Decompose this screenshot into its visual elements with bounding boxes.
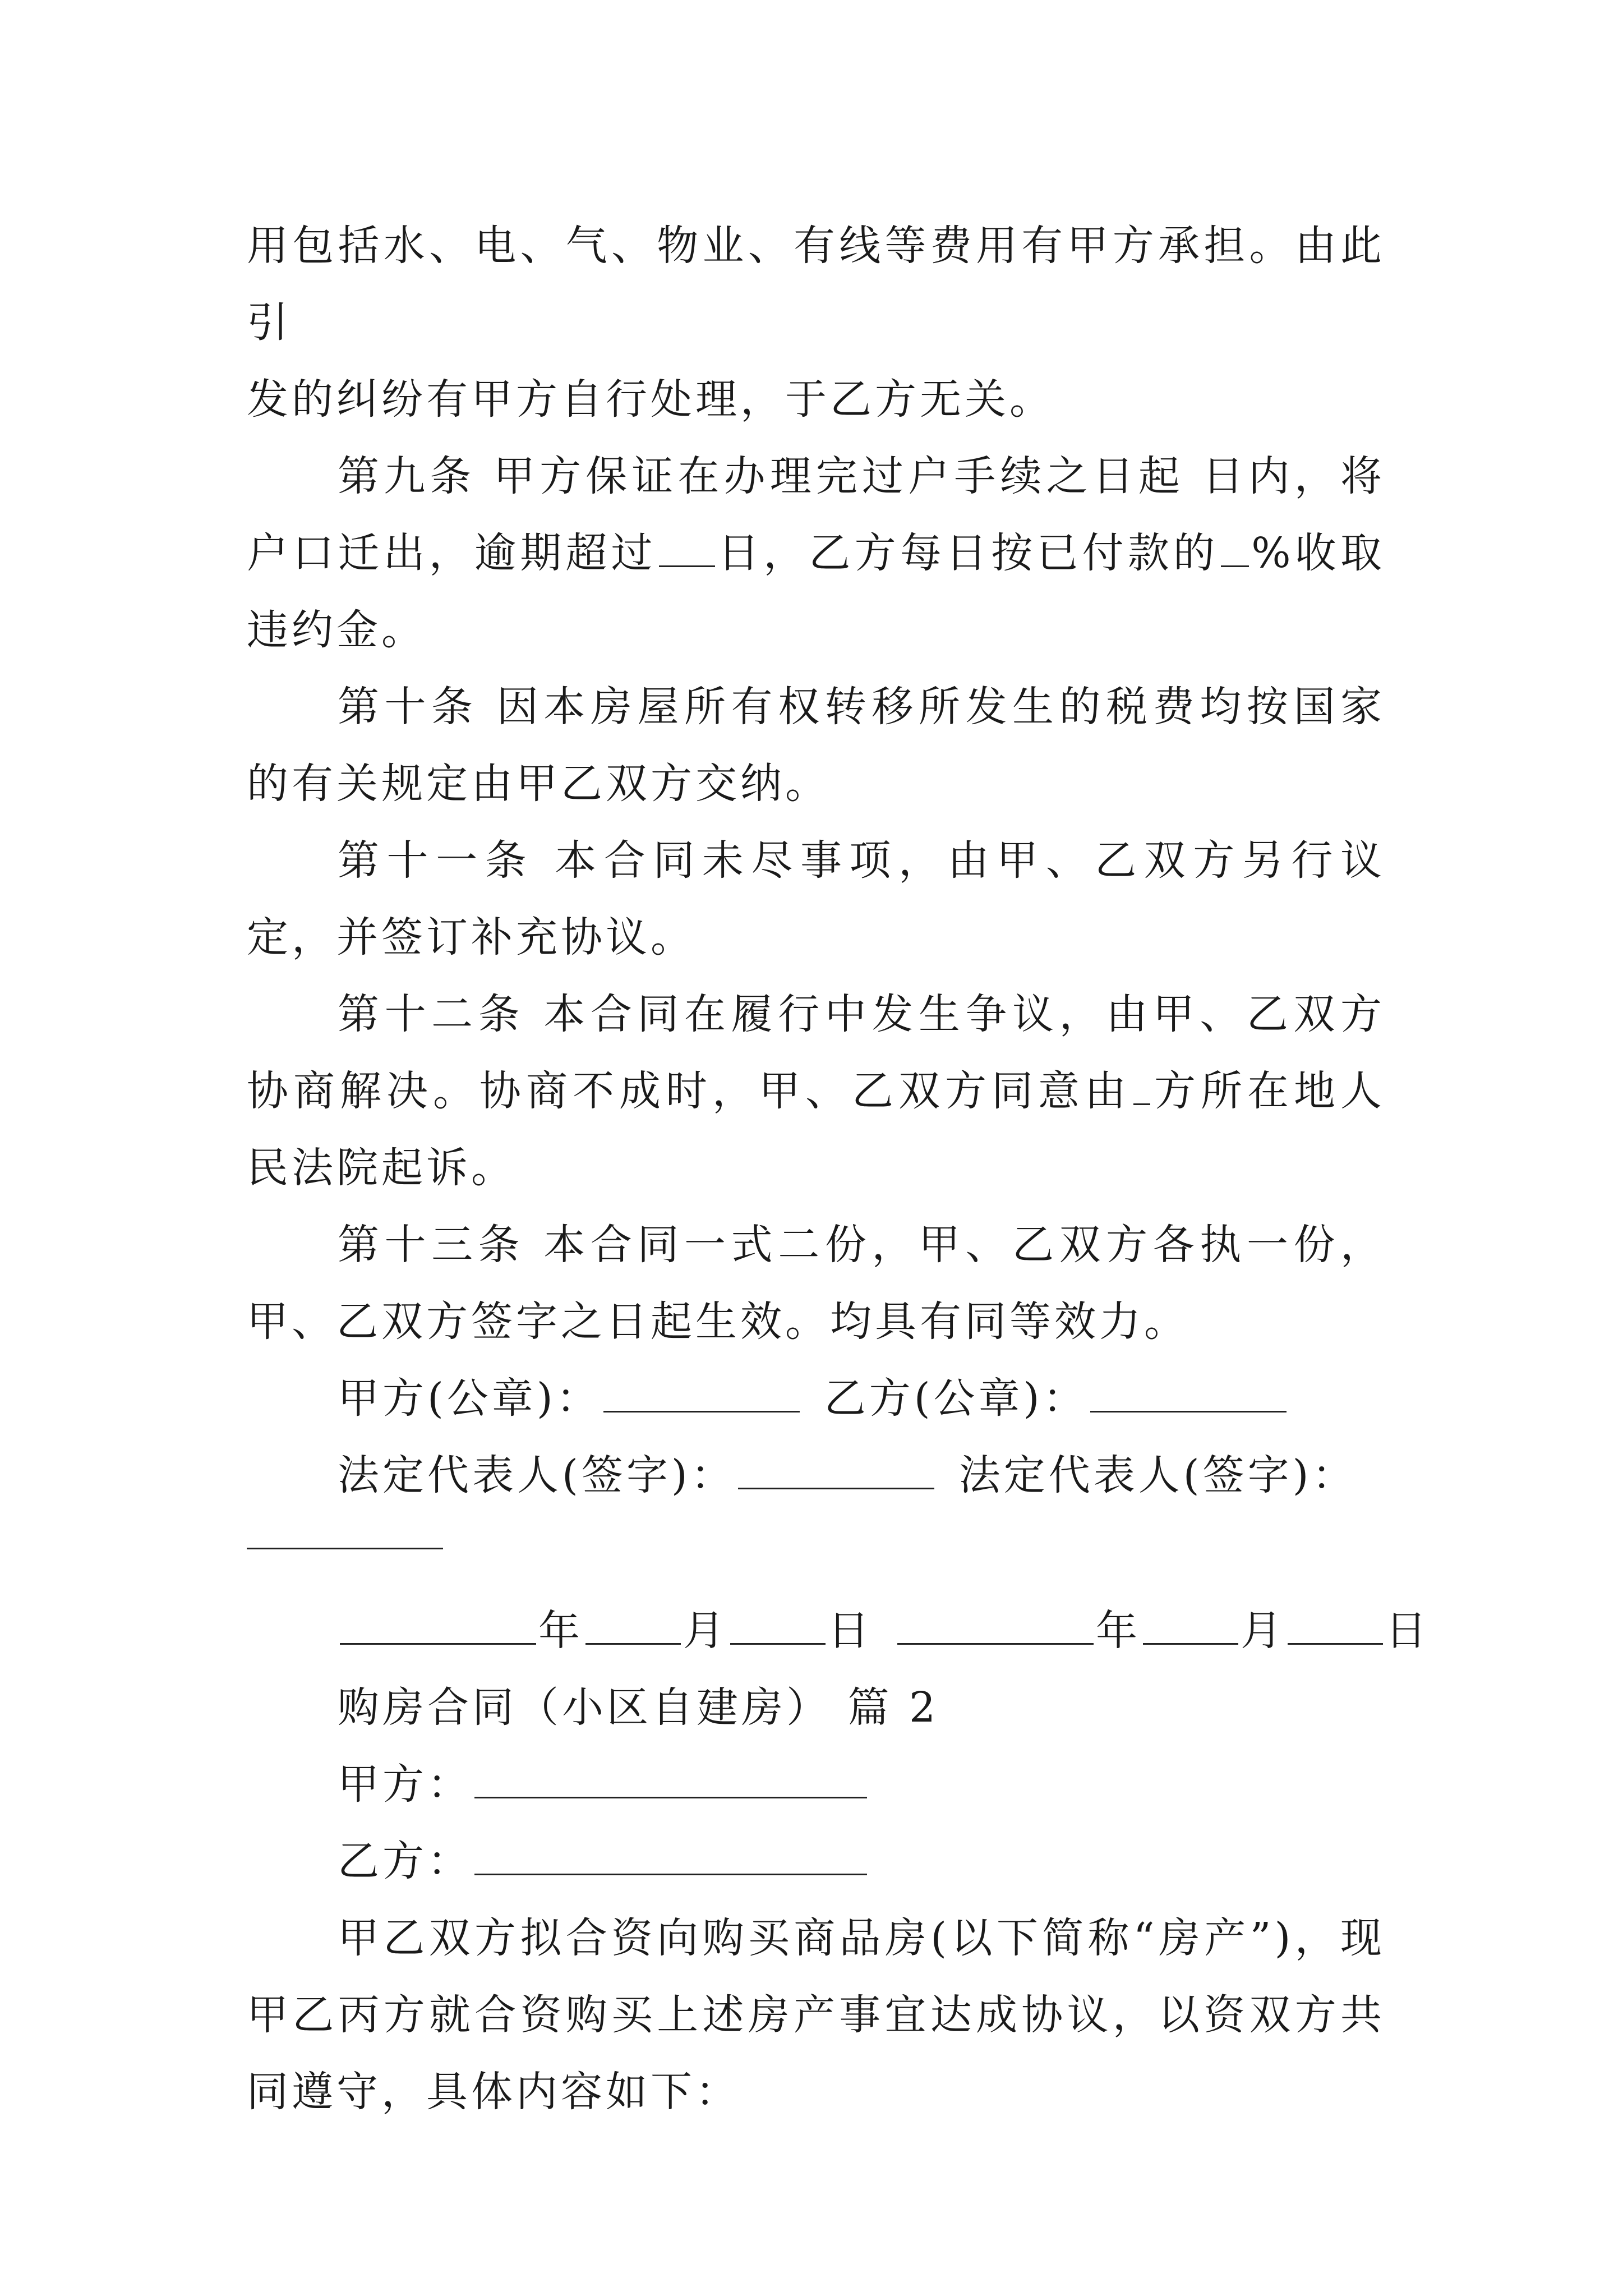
clause-9-text-d: %收取违约 bbox=[247, 529, 1385, 654]
clause-10: 第十条 因本房屋所有权转移所发生的税费均按国家的有关规定由甲乙双方交纳。 bbox=[247, 683, 1385, 808]
date-b-month-blank bbox=[1143, 1632, 1238, 1645]
date-b-year-blank bbox=[897, 1632, 1094, 1645]
date-a-month: 月 bbox=[683, 1607, 728, 1655]
date-a-year-blank bbox=[340, 1632, 536, 1645]
paragraph-fees-line-1: 用包括水、电、气、物业、有线等费用有甲方承担。由此引 bbox=[247, 222, 1385, 347]
clause-12-text-a: 第十二条 本合同在履行中发生争议，由甲、乙双方协商解决。协商不成时，甲、乙双方同意由 bbox=[247, 990, 1385, 1115]
rep-b-label: 法定代表人(签字)： bbox=[958, 1451, 1357, 1499]
agreement-intro: 甲乙双方拟合资向购买商品房(以下简称“房产”)，现甲乙丙方就合资购买上述房产事宜达成协议，以资双方共同遵守，具体内容如下： bbox=[247, 1914, 1385, 2116]
seal-line bbox=[247, 1360, 1385, 1437]
paragraph-fees-line-2: 发的纠纷有甲方自行处理，于乙方无关。 bbox=[247, 375, 1054, 424]
date-a-year: 年 bbox=[538, 1607, 583, 1655]
clause-12 bbox=[247, 976, 1385, 1207]
clause-9 bbox=[247, 438, 1385, 669]
party-b-label: 乙方： bbox=[338, 1837, 472, 1885]
party-b-blank bbox=[474, 1862, 867, 1875]
party-a-label: 甲方： bbox=[338, 1760, 472, 1809]
date-b-day: 日 bbox=[1385, 1607, 1430, 1655]
clause-9-text-c: 日，乙方每日按已付款的 bbox=[717, 529, 1219, 577]
section-heading: 购房合同（小区自建房） 篇 2 bbox=[338, 1683, 939, 1732]
party-a-blank bbox=[474, 1786, 867, 1798]
rep-a-label: 法定代表人(签字)： bbox=[338, 1451, 736, 1499]
date-a-month-blank bbox=[585, 1632, 681, 1645]
representative-line bbox=[247, 1437, 1385, 1514]
blank-days bbox=[659, 554, 715, 567]
date-b-year: 年 bbox=[1096, 1607, 1141, 1655]
party-a-line bbox=[247, 1746, 1385, 1823]
clause-12-text-b: 方所在地人民法院起诉。 bbox=[247, 1067, 1385, 1192]
party-b-seal-blank bbox=[1090, 1400, 1287, 1412]
clause-11: 第十一条 本合同未尽事项，由甲、乙双方另行议定，并签订补充协议。 bbox=[247, 836, 1385, 961]
clause-13: 第十三条 本合同一式二份，甲、乙双方各执一份，甲、乙双方签字之日起生效。均具有同等效力。 bbox=[247, 1221, 1385, 1346]
date-b-month: 月 bbox=[1241, 1607, 1285, 1655]
party-a-seal-blank bbox=[603, 1400, 800, 1412]
date-line bbox=[247, 1593, 1430, 1669]
date-b-day-blank bbox=[1288, 1632, 1383, 1645]
clause-9-text-a: 第九条 甲方保证在办理完过户手续之日起 日内，将户 bbox=[247, 452, 1385, 577]
blank-court-party bbox=[1133, 1092, 1150, 1105]
date-a-day-blank bbox=[730, 1632, 826, 1645]
date-a-day: 日 bbox=[828, 1607, 873, 1655]
blank-percent bbox=[1221, 554, 1249, 567]
party-a-seal-label: 甲方(公章)： bbox=[338, 1374, 601, 1423]
rep-b-blank bbox=[247, 1514, 443, 1549]
party-b-seal-label: 乙方(公章)： bbox=[824, 1374, 1088, 1423]
paragraph-fees bbox=[247, 208, 1385, 438]
document-body bbox=[247, 208, 1430, 2131]
rep-a-blank bbox=[738, 1476, 934, 1489]
clause-9-text-e: 金。 bbox=[336, 606, 426, 654]
clause-9-text-b: 口迁出，逾期超过 bbox=[292, 529, 657, 577]
party-b-line bbox=[247, 1823, 1385, 1900]
